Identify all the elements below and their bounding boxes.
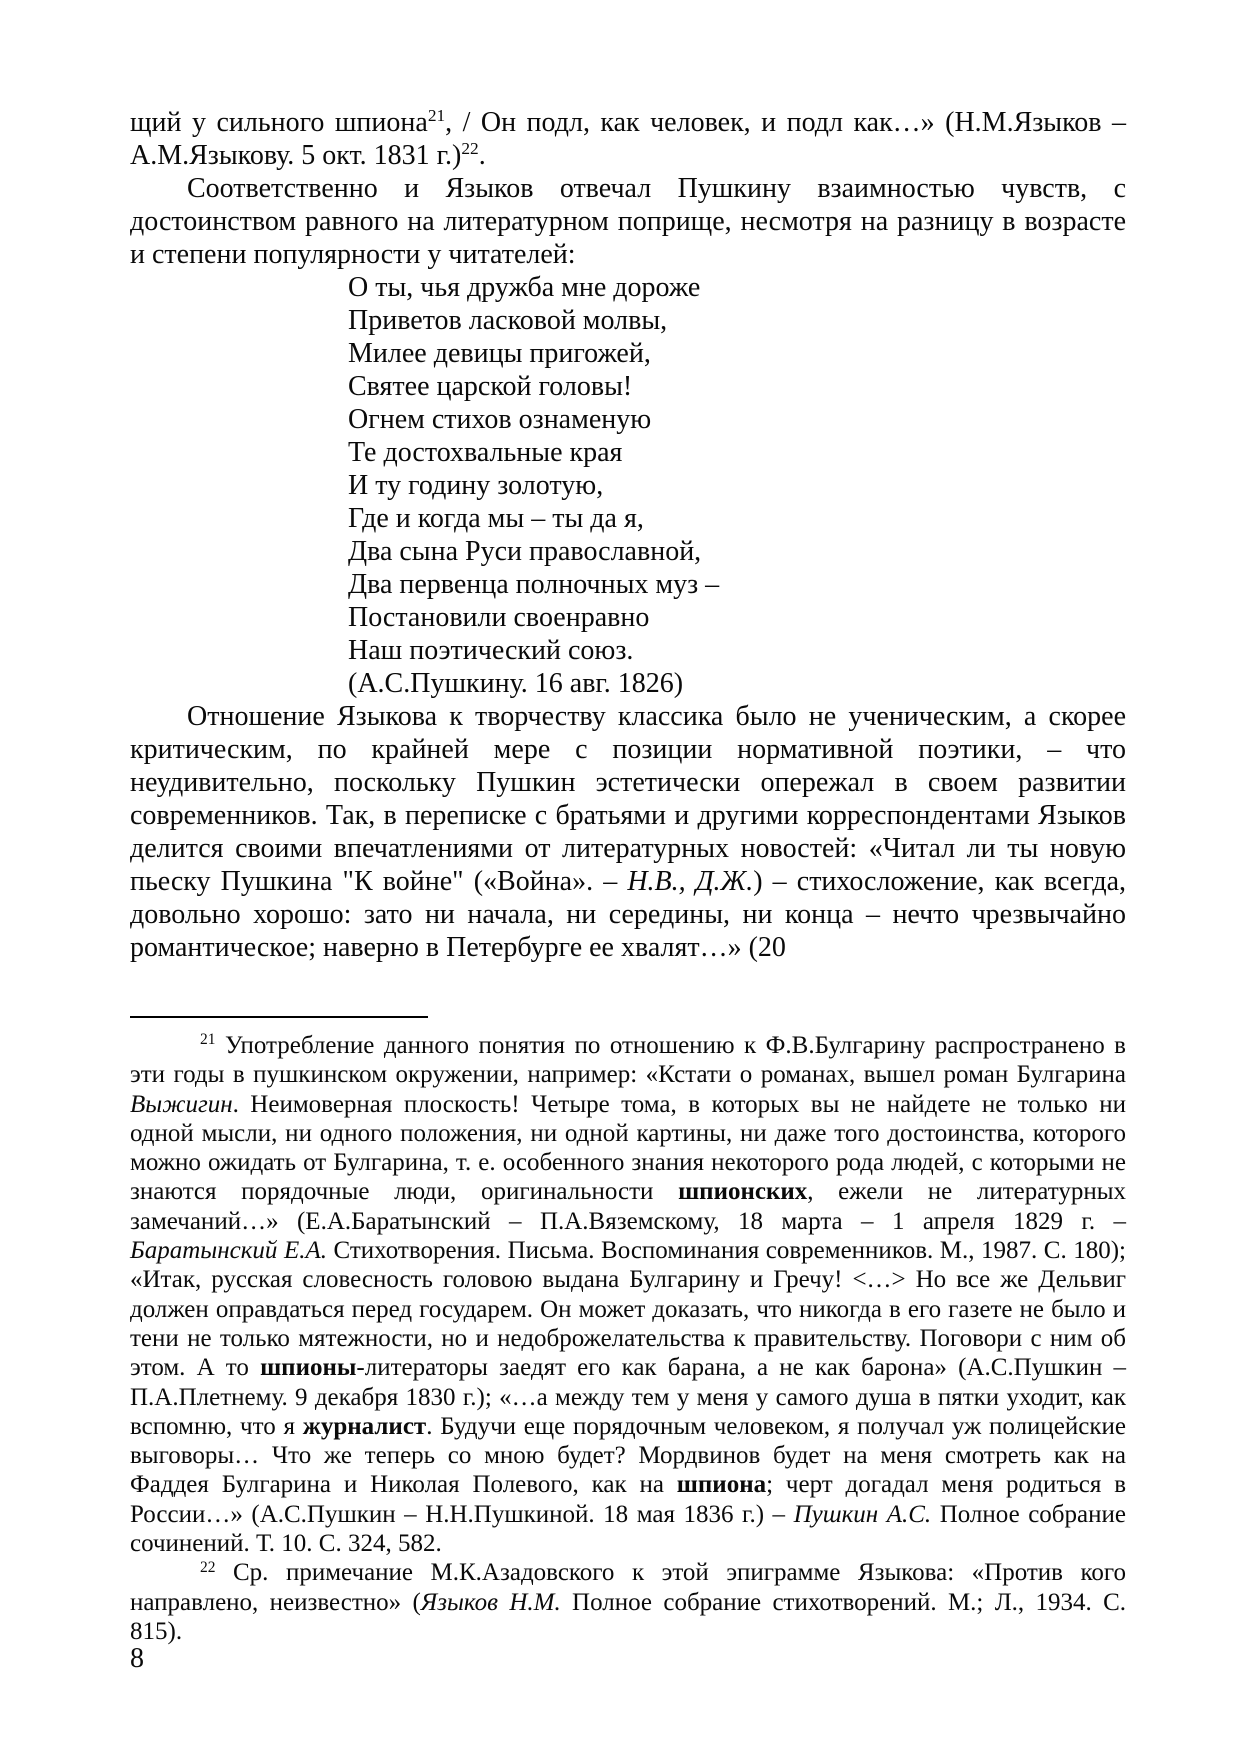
footnote-reference: 22 [200, 1558, 216, 1576]
paragraph-attitude: Отношение Языкова к творчеству классика было не ученическим, а скорее критическим, по крайней мере с позиции нормативной поэтики, – что неудивительно, поскольку Пушкин эстетически опережал в своем развитии современников. Так, в переписке с братьями и другими корреспондентами Языков делится своими впечатлениями от литературных новостей: «Читал ли ты новую пьеску Пушкина "К войне" («Война». – Н.В., Д.Ж.) – стихосложение, как всегда, довольно хорошо: зато ни начала, ни середины, ни конца – нечто чрезвычайно романтическое; наверно в Петербурге ее хвалят…» (20 [130, 701, 1126, 963]
poem-line: Огнем стихов ознаменую [348, 404, 652, 435]
paragraph-yazykov-reply: Соответственно и Языков отвечал Пушкину взаимностью чувств, с достоинством равного на литературном поприще, несмотря на разницу в возрасте и степени популярности у читателей: [130, 173, 1126, 270]
footnote-reference: 21 [427, 106, 446, 126]
poem-line: И ту годину золотую, [348, 470, 604, 501]
poem-line: Милее девицы пригожей, [348, 338, 651, 369]
poem-line: О ты, чья дружба мне дороже [348, 272, 701, 303]
poem-line: Где и когда мы – ты да я, [348, 503, 644, 534]
poem-line: Те достохвальные края [348, 437, 623, 468]
footnote-reference: 21 [200, 1031, 216, 1049]
poem-line: Два первенца полночных муз – [348, 569, 720, 600]
body-text [130, 106, 1126, 964]
footnote-reference: 22 [461, 139, 479, 159]
poem-line: Приветов ласковой молвы, [348, 305, 668, 336]
footnote-21: $^{21}$ Употребление данного понятия по отношению к Ф.В.Булгарину распространено в эти годы в пушкинском окружении, например: «Кстати о романах, вышел роман Булгарина Выжигин. Неимоверная плоскость! Четыре тома, в которых вы не найдете не только ни одной мысли, ни одного положения, ни одной картины, ни даже того достоинства, которого можно ожидать от Булгарина, т. е. особенного знания некоторого рода людей, с которыми не знаются порядочные люди, оригинальности шпионских, ежели не литературных замечаний…» (Е.А.Баратынский – П.А.Вяземскому, 18 марта – 1 апреля 1829 г. – Баратынский Е.А. Стихотворения. Письма. Воспоминания современников. М., 1987. С. 180); «Итак, русская словесность головою выдана Булгарину и Гречу! <…> Но все же Дельвиг должен оправдаться перед государем. Он может доказать, что никогда в его газете не было и тени не только мятежности, но и недоброжелательства к правительству. Поговори с ним об этом. А то шпионы-литераторы заедят его как барана, а не как барона» (А.С.Пушкин – П.А.Плетнему. 9 декабря 1830 г.); «…а между тем у меня у самого душа в пятки уходит, как вспомню, что я журналист. Будучи еще порядочным человеком, я получал уж полицейские выговоры… Что же теперь со мною будет? Мордвинов будет на меня смотреть как на Фаддея Булгарина и Николая Полевого, как на шпиона; черт догадал меня родиться в России…» (А.С.Пушкин – Н.Н.Пушкиной. 18 мая 1836 г.) – Пушкин А.С. Полное собрание сочинений. Т. 10. С. 324, 582. [130, 1031, 1127, 1558]
poem-quote [348, 271, 1126, 700]
poem-line: Два сына Руси православной, [348, 536, 702, 567]
poem-line: Наш поэтический союз. [348, 635, 634, 666]
poem-line: (А.С.Пушкину. 16 авг. 1826) [348, 668, 684, 699]
footnote-22: $^{22}$ Ср. примечание М.К.Азадовского к этой эпиграмме Языкова: «Против кого направлено, неизвестно» (Языков Н.М. Полное собрание стихотворений. М.; Л., 1934. С. 815). [130, 1558, 1126, 1645]
paragraph-continuation: щий у сильного шпиона$^{21}$, / Он подл, как человек, и подл как…» (Н.М.Языков – А.М.Языкову. 5 окт. 1831 г.)$^{22}$. [130, 106, 1126, 171]
footnotes-section [130, 1016, 1126, 1646]
page-number: 8 [130, 1643, 144, 1674]
footnote-separator-line [130, 1016, 428, 1018]
poem-line: Святее царской головы! [348, 371, 633, 402]
poem-line: Постановили своенравно [348, 602, 650, 633]
